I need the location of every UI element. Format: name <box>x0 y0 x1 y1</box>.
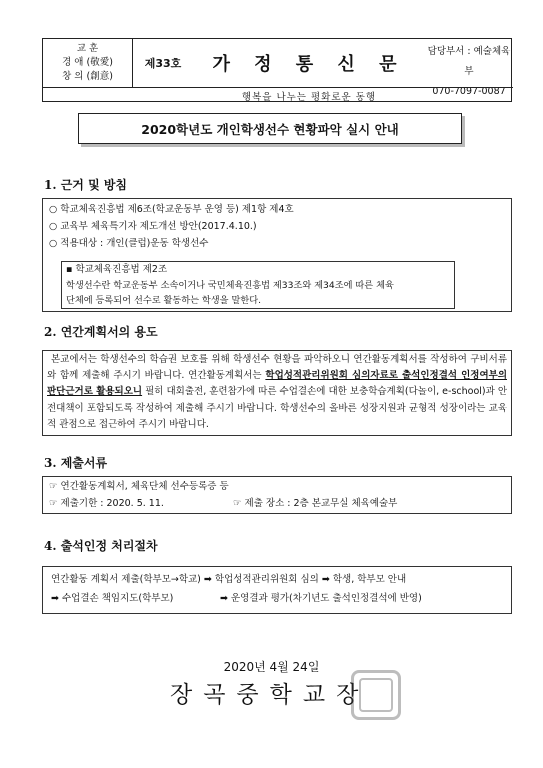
contact-info <box>425 39 513 97</box>
newsletter-title: 가 정 통 신 문 <box>212 54 406 75</box>
basis-item: ○ 학교체육진흥법 제6조(학교운동부 운영 등) 제1항 제4호 <box>49 204 294 215</box>
seal-inner-border <box>359 678 393 712</box>
basis-item: ○ 적용대상 : 개인(클럽)운동 학생선수 <box>49 238 209 249</box>
issue-number: 제33호 <box>144 57 182 70</box>
motto-line: 경 애 (敬愛) <box>62 57 113 68</box>
department-label: 담당부서 : 예술체육부 <box>427 46 511 77</box>
section-1-heading: 1. 근거 및 방침 <box>44 178 128 192</box>
section-3-heading: 3. 제출서류 <box>44 456 108 470</box>
section-4-box <box>42 566 512 614</box>
section-3-box <box>42 476 512 514</box>
section-2-heading: 2. 연간계획서의 용도 <box>44 325 158 339</box>
basis-item: ○ 교육부 체육특기자 제도개선 방안(2017.4.10.) <box>49 221 257 232</box>
school-motto <box>43 39 133 87</box>
section-2-box <box>42 350 512 436</box>
definition-box <box>61 261 455 309</box>
section-1-box <box>42 198 512 312</box>
documents-line: ☞ 연간활동계획서, 체육단체 선수등록증 등 <box>49 481 229 492</box>
motto-line: 창 의 (創意) <box>62 71 113 82</box>
slogan-row <box>43 87 513 103</box>
usage-paragraph <box>47 352 507 433</box>
procedure-line: 연간활동 계획서 제출(학부모→학교) ➡ 학업성적관리위원회 심의 ➡ 학생, 학부모 안내 <box>51 574 407 585</box>
usage-text: 본교에서는 학생선수의 학습권 보호를 위해 학생선수 현황을 파악하오니 연간활동계획서를 작성하여 구비서류와 함께 제출해 주시기 바랍니다. 연간활동계획서는 <box>47 354 507 382</box>
section-4-heading: 4. 출석인정 처리절차 <box>44 539 158 553</box>
submit-place-line: ☞ 제출 장소 : 2층 본교무실 체육예술부 <box>233 498 398 509</box>
procedure-line: ➡ 운영결과 평가(차기년도 출석인정결석에 반영) <box>220 593 422 604</box>
definition-title: ▪ 학교체육진흥법 제2조 <box>66 264 168 275</box>
official-seal <box>351 670 401 720</box>
definition-line: 학생선수란 학교운동부 소속이거나 국민체육진흥법 제33조와 제34조에 따른 체육 <box>66 280 394 291</box>
procedure-line: ➡ 수업결손 책임지도(학부모) <box>51 593 174 604</box>
principal-signature: 장곡중학교장 <box>170 682 370 708</box>
newsletter-header <box>42 38 512 102</box>
notice-title: 2020학년도 개인학생선수 현황파악 실시 안내 <box>78 113 462 144</box>
deadline-line: ☞ 제출기한 : 2020. 5. 11. <box>49 498 164 509</box>
issue-date: 2020년 4월 24일 <box>223 660 320 674</box>
school-slogan: 행복을 나누는 평화로운 동행 <box>241 92 377 103</box>
phone-number: 070-7097-0087 <box>432 86 506 97</box>
usage-emphasis: 학업성적관리위원회 심의자료로 출석인정결석 인정여부의 판단근거로 활용되오니 <box>47 370 507 398</box>
usage-text: 필히 대회출전, 훈련참가에 따른 수업결손에 대한 보충학습계획(다놀이, e-school)과 안전대책이 포함되도록 작성하여 제출해 주시기 바랍니다. 학생선수의 올바른 성장지원과 균형적 성장이라는 교육적 관점으로 접근하여 주시기 바랍니다. <box>47 386 507 430</box>
motto-line: 교 훈 <box>76 43 99 54</box>
definition-line: 단체에 등록되어 선수로 활동하는 학생을 말한다. <box>66 295 262 306</box>
